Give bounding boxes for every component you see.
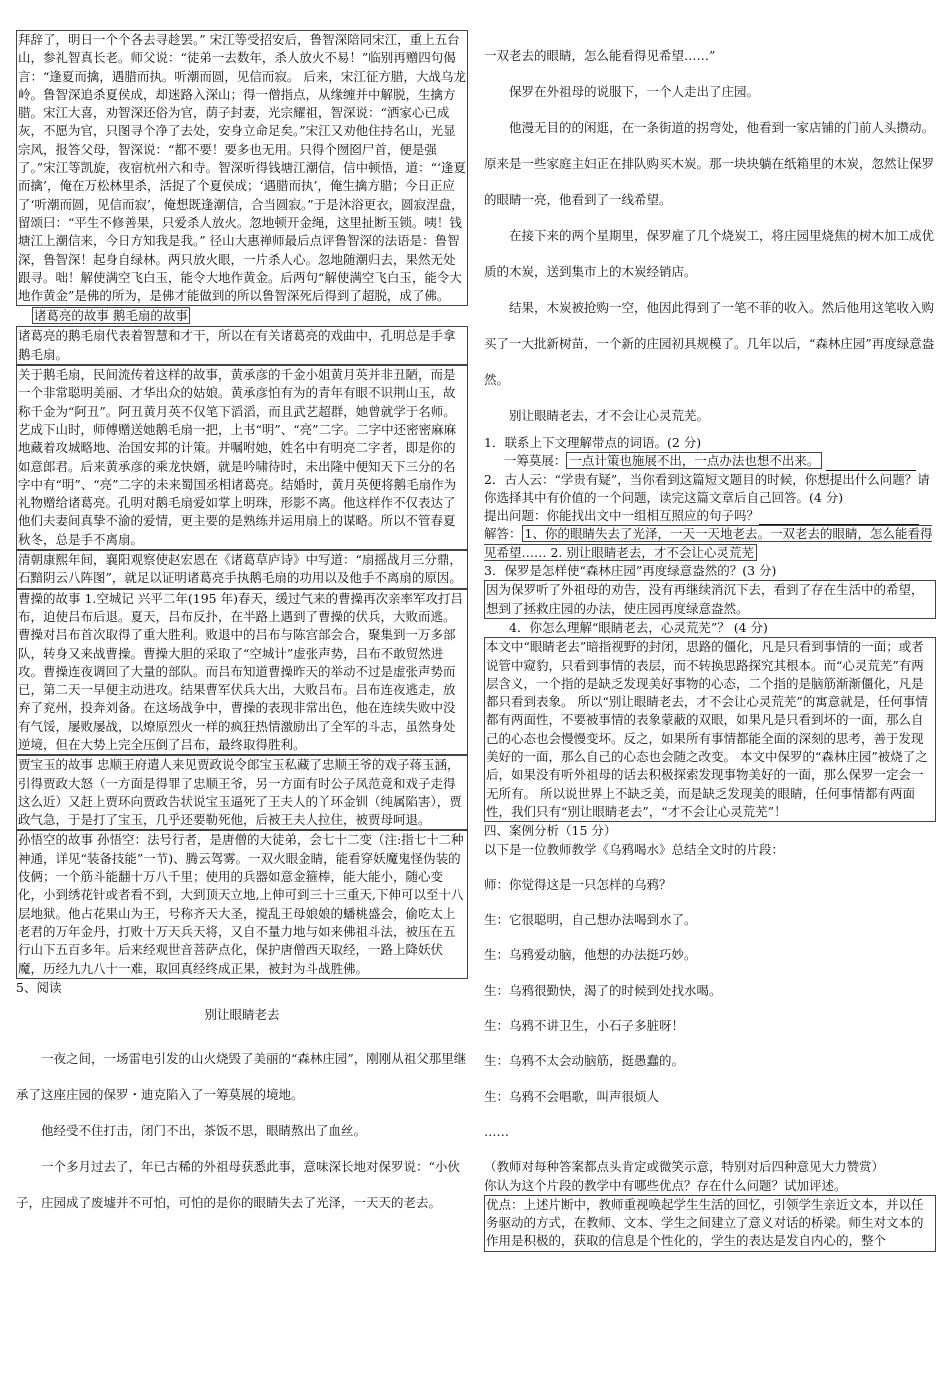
case-answer: 优点：上述片断中，教师重视唤起学生生活的回忆，引领学生亲近文本，并以任务驱动的方式，在教师、文本、学生之间建立了意义对话的桥梁。师生对文本的作用是积极的，获取的信息是个性化的，学生的表达是发自内心的，整个 xyxy=(484,1195,936,1252)
question-1: 1．联系上下文理解带点的词语。(2 分) xyxy=(484,435,702,450)
question-3-answer: 因为保罗听了外祖母的劝告，没有再继续消沉下去，看到了存在生活中的希望，想到了拯救庄园的办法，使庄园再度绿意盎然。 xyxy=(484,580,936,619)
story-paragraph-2: 他经受不住打击，闭门不出，茶饭不思，眼睛熬出了血丝。 xyxy=(41,1123,367,1139)
zhuge-paragraph-3: 清朝康熙年间，襄阳观察使赵宏恩在《诸葛草庐诗》中写道：“扇摇战月三分鼎，石黯阴云八阵图”，就足以证明诸葛亮手执鹅毛扇的功用以及他手不离扇的原因。 xyxy=(16,550,468,589)
question-4: 4．你怎么理解“眼睛老去，心灵荒芜”？ (4 分) xyxy=(509,619,768,635)
case-intro: 以下是一位教师教学《乌鸦喝水》总结全文时的片段： xyxy=(484,841,785,857)
story-paragraph-8: 结果，木炭被抢购一空，他因此得到了一笔不菲的收入。然后他用这笔收入购买了一大批新树苗，一个新的庄园初具规模了。几年以后，“森林庄园”再度绿意盎然。 xyxy=(484,300,935,387)
question-3: 3．保罗是怎样使“森林庄园”再度绿意盎然的？(3 分) xyxy=(484,563,777,579)
question-2-answer: 解答： 1、你的眼睛失去了光泽，一天一天地老去。一双老去的眼睛，怎么能看得见希望…… 2. 别让眼睛老去，才不会让心灵荒芜 xyxy=(484,526,933,560)
baoyu-paragraph: 贾宝玉的故事 忠顺王府遣人来见贾政说令郎宝玉私藏了忠顺王爷的戏子蒋玉涵，引得贾政大怒（一方面是得罪了忠顺王爷，另一方面有时公子凤范竟和戏子走得这么近）又赶上贾环向贾政告状说宝玉逼死了王夫人的丫环金钏（纯属陷害），贾政气急，于是打了宝玉，几乎还要勒死他，后被王夫人拉住，被贾母呵退。 xyxy=(16,755,468,830)
story-paragraph-5: 保罗在外祖母的说服下，一个人走出了庄园。 xyxy=(509,84,760,99)
dialog-line: 生：乌鸦不太会动脑筋，挺愚蠢的。 xyxy=(484,1053,685,1069)
answer-blank[interactable] xyxy=(826,458,916,471)
zhuge-paragraph-1: 诸葛亮的鹅毛扇代表着智慧和才干，所以在有关诸葛亮的戏曲中，孔明总是手拿鹅毛扇。 xyxy=(16,326,468,365)
section-4-heading: 四、案例分析（15 分） xyxy=(484,823,617,839)
story-paragraph-9: 别让眼睛老去，才不会让心灵荒芜。 xyxy=(509,408,710,423)
lu-zhishen-passage: 拜辞了，明日一个个各去寻趁罢。” 宋江等受招安后，鲁智深陪同宋江，重上五台山，参礼智真长老。师父说：“徒弟一去数年，杀人放火不易！”临别再赠四句偈言：“逢夏而擒，遇腊而执。听潮而圆，见信而寂。 后来，宋江征方腊，大战乌龙岭。鲁智深追杀夏侯成，却迷路入深山；得一僧指点，从缘缠并中解脱，生擒方腊。宋江大喜，劝智深还俗为官，荫子封妻，光宗耀祖，智深说：“洒家心已成灰，不愿为官，只图寻个净了去处，安身立命足矣。”宋江又劝他住持名山，光显宗风，报答父母，智深说：“都不要！要多也无用。只得个囫囵尸首，便是强了。”宋江等凯旋，夜宿杭州六和寺。智深听得钱塘江潮信，信中顿悟，道：“‘逢夏而擒’，俺在万松林里杀，活捉了个夏侯成；‘遇腊而执’，俺生擒方腊；今日正应了‘听潮而圆，见信而寂’，俺想既逢潮信，合当圆寂。”于是沐浴更衣，圆寂涅盘，留颂曰：“平生不修善果，只爱杀人放火。忽地顿开金绳，这里扯断玉锁。咦！钱塘江上潮信来，今日方知我是我。” 径山大惠禅师最后点评鲁智深的法语是：鲁智深，鲁智深！起身自绿林。两只放火眼，一片杀人心。忽地随潮归去，果然无处跟寻。咄！解使满空飞白玉，能令大地作黄金。后两句“解使满空飞白玉，能令大地作黄金”是佛的所为，是佛才能做到的所以鲁智深死后得到了超脱，成了佛。 xyxy=(16,30,468,306)
right-column xyxy=(484,38,936,1252)
dialog-line: 生：它很聪明，自己想办法喝到水了。 xyxy=(484,912,697,928)
case-task: 你认为这个片段的教学中有哪些优点？存在什么问题？试加评述。 xyxy=(484,1177,847,1193)
question-2-ask: 提出问题：你能找出文中一组相互照应的句子吗？ xyxy=(484,507,936,525)
wukong-paragraph: 孙悟空的故事 孙悟空：法号行者，是唐僧的大徒弟，会七十二变（注:指七十二种神通，详见“装备技能”一节)、腾云驾雾。一双火眼金睛，能看穿妖魔鬼怪伪装的伎俩；一个筋斗能翻十万八千里；使用的兵器如意金箍棒，能大能小，随心变化，小到绣花针或者看不到，大到顶天立地,上伸可到三十三重天,下伸可以至十八层地狱。他占花果山为王，号称齐天大圣，搅乱王母娘娘的蟠桃盛会，偷吃太上老君的万年金丹，打败十万天兵天将，又自不量力地与如来佛祖斗法，被压在五行山下五百多年。后来经观世音菩萨点化，保护唐僧西天取经，一路上降妖伏魔，历经九九八十一难，取回真经终成正果，被封为斗战胜佛。 xyxy=(16,830,468,978)
dialog-line: 生：乌鸦很勤快，渴了的时候到处找水喝。 xyxy=(484,982,722,998)
left-column xyxy=(16,30,468,1221)
story-paragraph-4: 一双老去的眼睛，怎么能看得见希望……” xyxy=(484,48,716,63)
ellipsis: …… xyxy=(484,1123,509,1139)
dialog-line: 师：你觉得这是一只怎样的乌鸦？ xyxy=(484,876,672,892)
section-5-heading: 5、阅读 xyxy=(16,979,62,995)
story-paragraph-3: 一个多月过去了，年已古稀的外祖母获悉此事，意味深长地对保罗说：“小伙子，庄园成了废墟并不可怕，可怕的是你的眼睛失去了光泽，一天天的老去。 xyxy=(16,1159,460,1211)
question-2: 2．古人云：“学贵有疑”，当你看到这篇短文题目的时候，你想提出什么问题？请你选择其中有价值的一个问题，读完这篇文章后自己回答。(4 分) xyxy=(484,471,930,505)
answer-blank[interactable] xyxy=(759,512,919,525)
story-paragraph-7: 在接下来的两个星期里，保罗雇了几个烧炭工，将庄园里烧焦的树木加工成优质的木炭，送到集市上的木炭经销店。 xyxy=(484,228,935,279)
story-paragraph-6: 他漫无目的的闲逛，在一条街道的拐弯处，他看到一家店铺的门前人头攒动。原来是一些家庭主妇正在排队购买木炭。那一块块躺在纸箱里的木炭，忽然让保罗的眼睛一亮，他看到了一线希望。 xyxy=(484,120,935,207)
story-paragraph-1: 一夜之间，一场雷电引发的山火烧毁了美丽的“森林庄园”，刚刚从祖父那里继承了这座庄园的保罗・迪克陷入了一筹莫展的境地。 xyxy=(16,1051,467,1103)
teacher-note: （教师对每种答案都点头肯定或微笑示意，特别对后四种意见大力赞赏） xyxy=(484,1159,885,1175)
dialog-line: 生：乌鸦爱动脑，他想的办法挺巧妙。 xyxy=(484,947,697,963)
dialog-line: 生：乌鸦不会唱歌，叫声很烦人 xyxy=(484,1088,660,1104)
question-4-answer: 本文中“眼睛老去”暗指视野的封闭，思路的僵化，凡是只看到事情的一面；或者说管中窥豹，只看到事情的表层，而不转换思路探究其根本。而“心灵荒芜”有两层含义，一个指的是缺乏发现美好事物的心态，二个指的是脑筋渐渐僵化，凡是都只看到表象。 所以“别让眼睛老去，才不会让心灵荒芜”的寓意就是，任何事情都有两面性，不要被事情的表象蒙蔽的双眼，如果凡是只看到坏的一面，那么自己的心态也会慢慢变坏。反之，如果所有事情都能全面的深刻的思考，善于发现美好的一面，那么自己的心态也会随之改变。 本文中保罗的“森林庄园”被烧了之后，如果没有听外祖母的话去积极探索发现事物美好的一面，那么保罗一定会一无所有。 所以说世界上不缺乏美，而是缺乏发现美的眼睛，任何事情都有两面性，我们只有“别让眼睛老去”，“才不会让心灵荒芜”！ xyxy=(484,637,936,822)
dialog-line: 生：乌鸦不讲卫生，小石子多脏呀！ xyxy=(484,1018,685,1034)
zhuge-paragraph-2: 关于鹅毛扇，民间流传着这样的故事，黄承彦的千金小姐黄月英并非丑陋，而是一个非常聪明美丽、才华出众的姑娘。黄承彦怕有为的青年有眼不识荆山玉，故称千金为“阿丑”。阿丑黄月英不仅笔下滔滔，而且武艺超群，她曾就学于名师。艺成下山时，师傅赠送她鹅毛扇一把，上书“明”、“亮”二字。二字中还密密麻麻地藏着攻城略地、治国安邦的计策。并嘱咐她，姓名中有明亮二字者，即是你的如意郎君。后来黄承彦的乘龙快婿，就是吟啸待时，未出隆中便知天下三分的名字中有“明”、“亮”二字的未来蜀国丞相诸葛亮。结婚时，黄月英便将鹅毛扇作为礼物赠给诸葛亮。孔明对鹅毛扇爱如掌上明珠，形影不离。他这样作不仅表达了他们夫妻间真挚不渝的爱情，更主要的是熟练并运用扇上的谋略。所以不管春夏秋冬，总是手不离扇。 xyxy=(16,365,468,550)
story-title: 别让眼睛老去 xyxy=(204,1007,280,1023)
question-1-answer: 一筹莫展： 一点计策也施展不出，一点办法也想不出来。 xyxy=(484,452,936,470)
zhuge-heading: 诸葛亮的故事 鹅毛扇的故事 xyxy=(33,308,188,324)
caocao-paragraph: 曹操的故事 1.空城记 兴平二年(195 年)春天，缓过气来的曹操再次亲率军攻打吕布，迫使吕布后退。夏天，吕布反扑，在半路上遇到了曹操的伏兵，大败而逃。曹操对吕布首次取得了重大胜利。败退中的吕布与陈宫部会合，聚集到一万多部队，转身又来战曹操。曹操大胆的采取了“空城计”虚张声势，吕布不敢贸然进攻。曹操连夜调回了大量的部队。而吕布知道曹操昨天的举动不过是虚张声势而已，第二天一早便主动进攻。结果曹军伏兵大出，大败吕布。吕布连夜逃走，放弃了兖州，投奔刘备。在这场战争中，曹操的表现非常出色，他在连续失败中没有气馁，屡败屡战，以燎原烈火一样的疯狂热情激励出了全军的斗志，虽然身处逆境，但在大势上完全压倒了吕布，最终取得胜利。 xyxy=(16,589,468,756)
